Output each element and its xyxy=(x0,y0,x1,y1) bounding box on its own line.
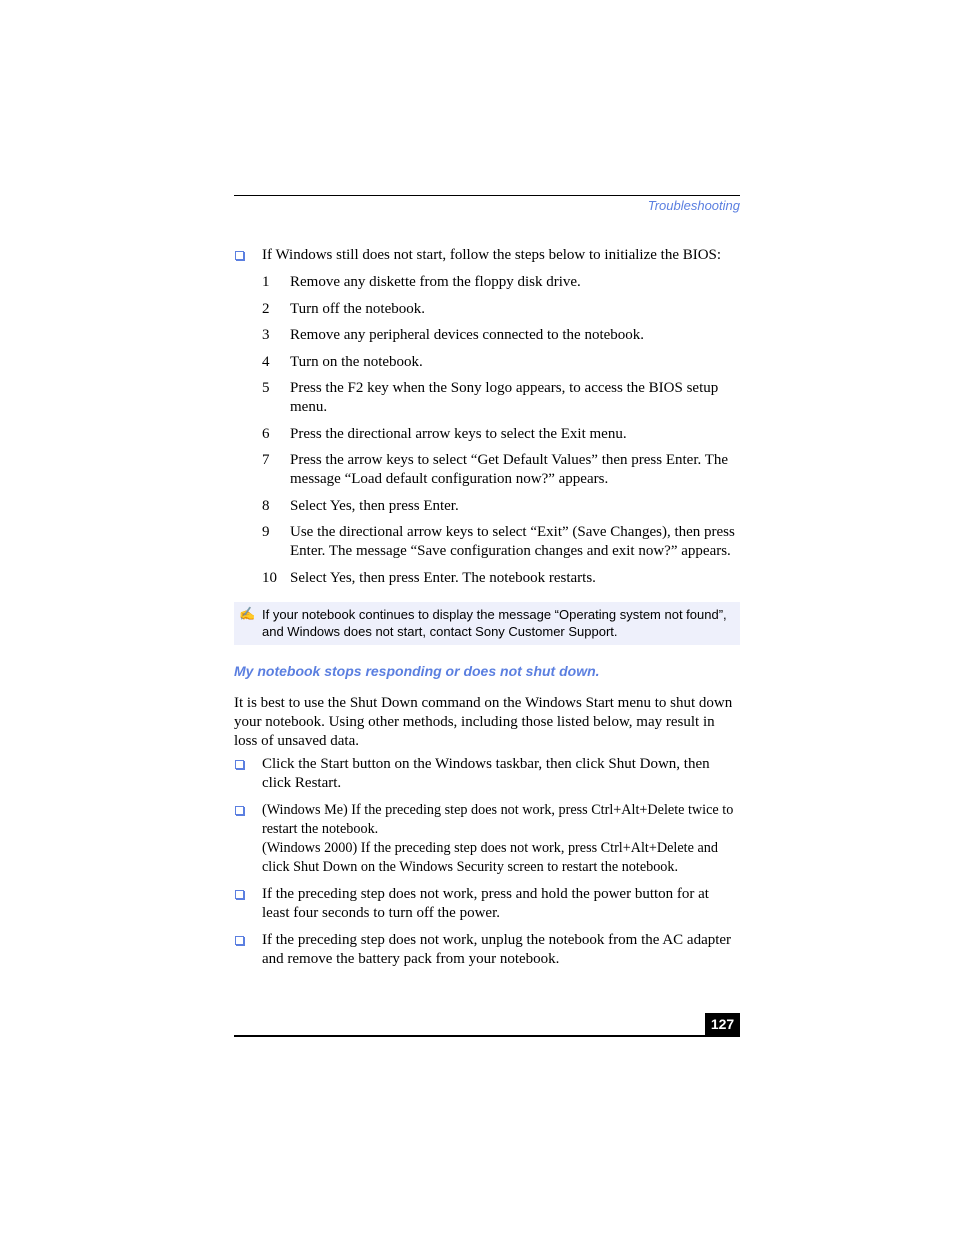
step-item: 9 Use the directional arrow keys to select “Exit” (Save Changes), then press Enter. The message “Save configuration changes and exit now?” appears. xyxy=(262,524,735,559)
page-number: 127 xyxy=(705,1013,740,1036)
step-item: 5 Press the F2 key when the Sony logo appears, to access the BIOS setup menu. xyxy=(262,380,719,415)
step-item: 8 Select Yes, then press Enter. xyxy=(262,497,459,514)
step-item: 4 Turn on the notebook. xyxy=(262,353,423,370)
step-item: 3 Remove any peripheral devices connected to the notebook. xyxy=(262,327,645,343)
shutdown-heading: My notebook stops responding or does not shut down. xyxy=(234,662,600,679)
checkbox-bullet-icon xyxy=(235,936,244,945)
header-rule xyxy=(234,195,740,196)
step-item: 2 Turn off the notebook. xyxy=(262,300,425,317)
step-item: 1 Remove any diskette from the floppy disk drive. xyxy=(262,274,581,290)
footer-rule xyxy=(234,1035,740,1037)
shutdown-bullet: If the preceding step does not work, unplug the notebook from the AC adapter and remove the battery pack from your notebook. xyxy=(234,931,740,969)
checkbox-bullet-icon xyxy=(235,890,244,899)
pen-note-icon: ✍ xyxy=(239,605,256,621)
page-content xyxy=(234,246,740,977)
step-item: 7 Press the arrow keys to select “Get Default Values” then press Enter. The message “Load default configuration now?” appears. xyxy=(262,452,729,487)
section-title: Troubleshooting xyxy=(647,198,740,213)
shutdown-bullet: If the preceding step does not work, press and hold the power button for at least four seconds to turn off the power. xyxy=(234,885,740,923)
step-item: 6 Press the directional arrow keys to select the Exit menu. xyxy=(262,425,627,442)
bios-intro: If Windows still does not start, follow the steps below to initialize the BIOS: xyxy=(234,246,740,265)
step-item: 10 Select Yes, then press Enter. The notebook restarts. xyxy=(262,569,596,586)
checkbox-bullet-icon xyxy=(235,251,244,260)
shutdown-bullet: Click the Start button on the Windows taskbar, then click Shut Down, then click Restart. xyxy=(234,755,740,793)
note-box: ✍ If your notebook continues to display the message “Operating system not found”, and Windows does not start, contact Sony Customer Support. xyxy=(234,602,740,645)
shutdown-intro: It is best to use the Shut Down command on the Windows Start menu to shut down your notebook. Using other methods, including those listed below, may result in loss of unsaved data. xyxy=(234,694,733,749)
shutdown-bullet: (Windows Me) If the preceding step does not work, press Ctrl+Alt+Delete twice to restart the notebook. (Windows 2000) If the preceding step does not work, press Ctrl+Alt+Delete and click Shut Down on the Windows Security screen to restart the notebook. xyxy=(234,801,740,877)
checkbox-bullet-icon xyxy=(235,806,244,815)
bios-steps xyxy=(262,273,740,588)
checkbox-bullet-icon xyxy=(235,760,244,769)
